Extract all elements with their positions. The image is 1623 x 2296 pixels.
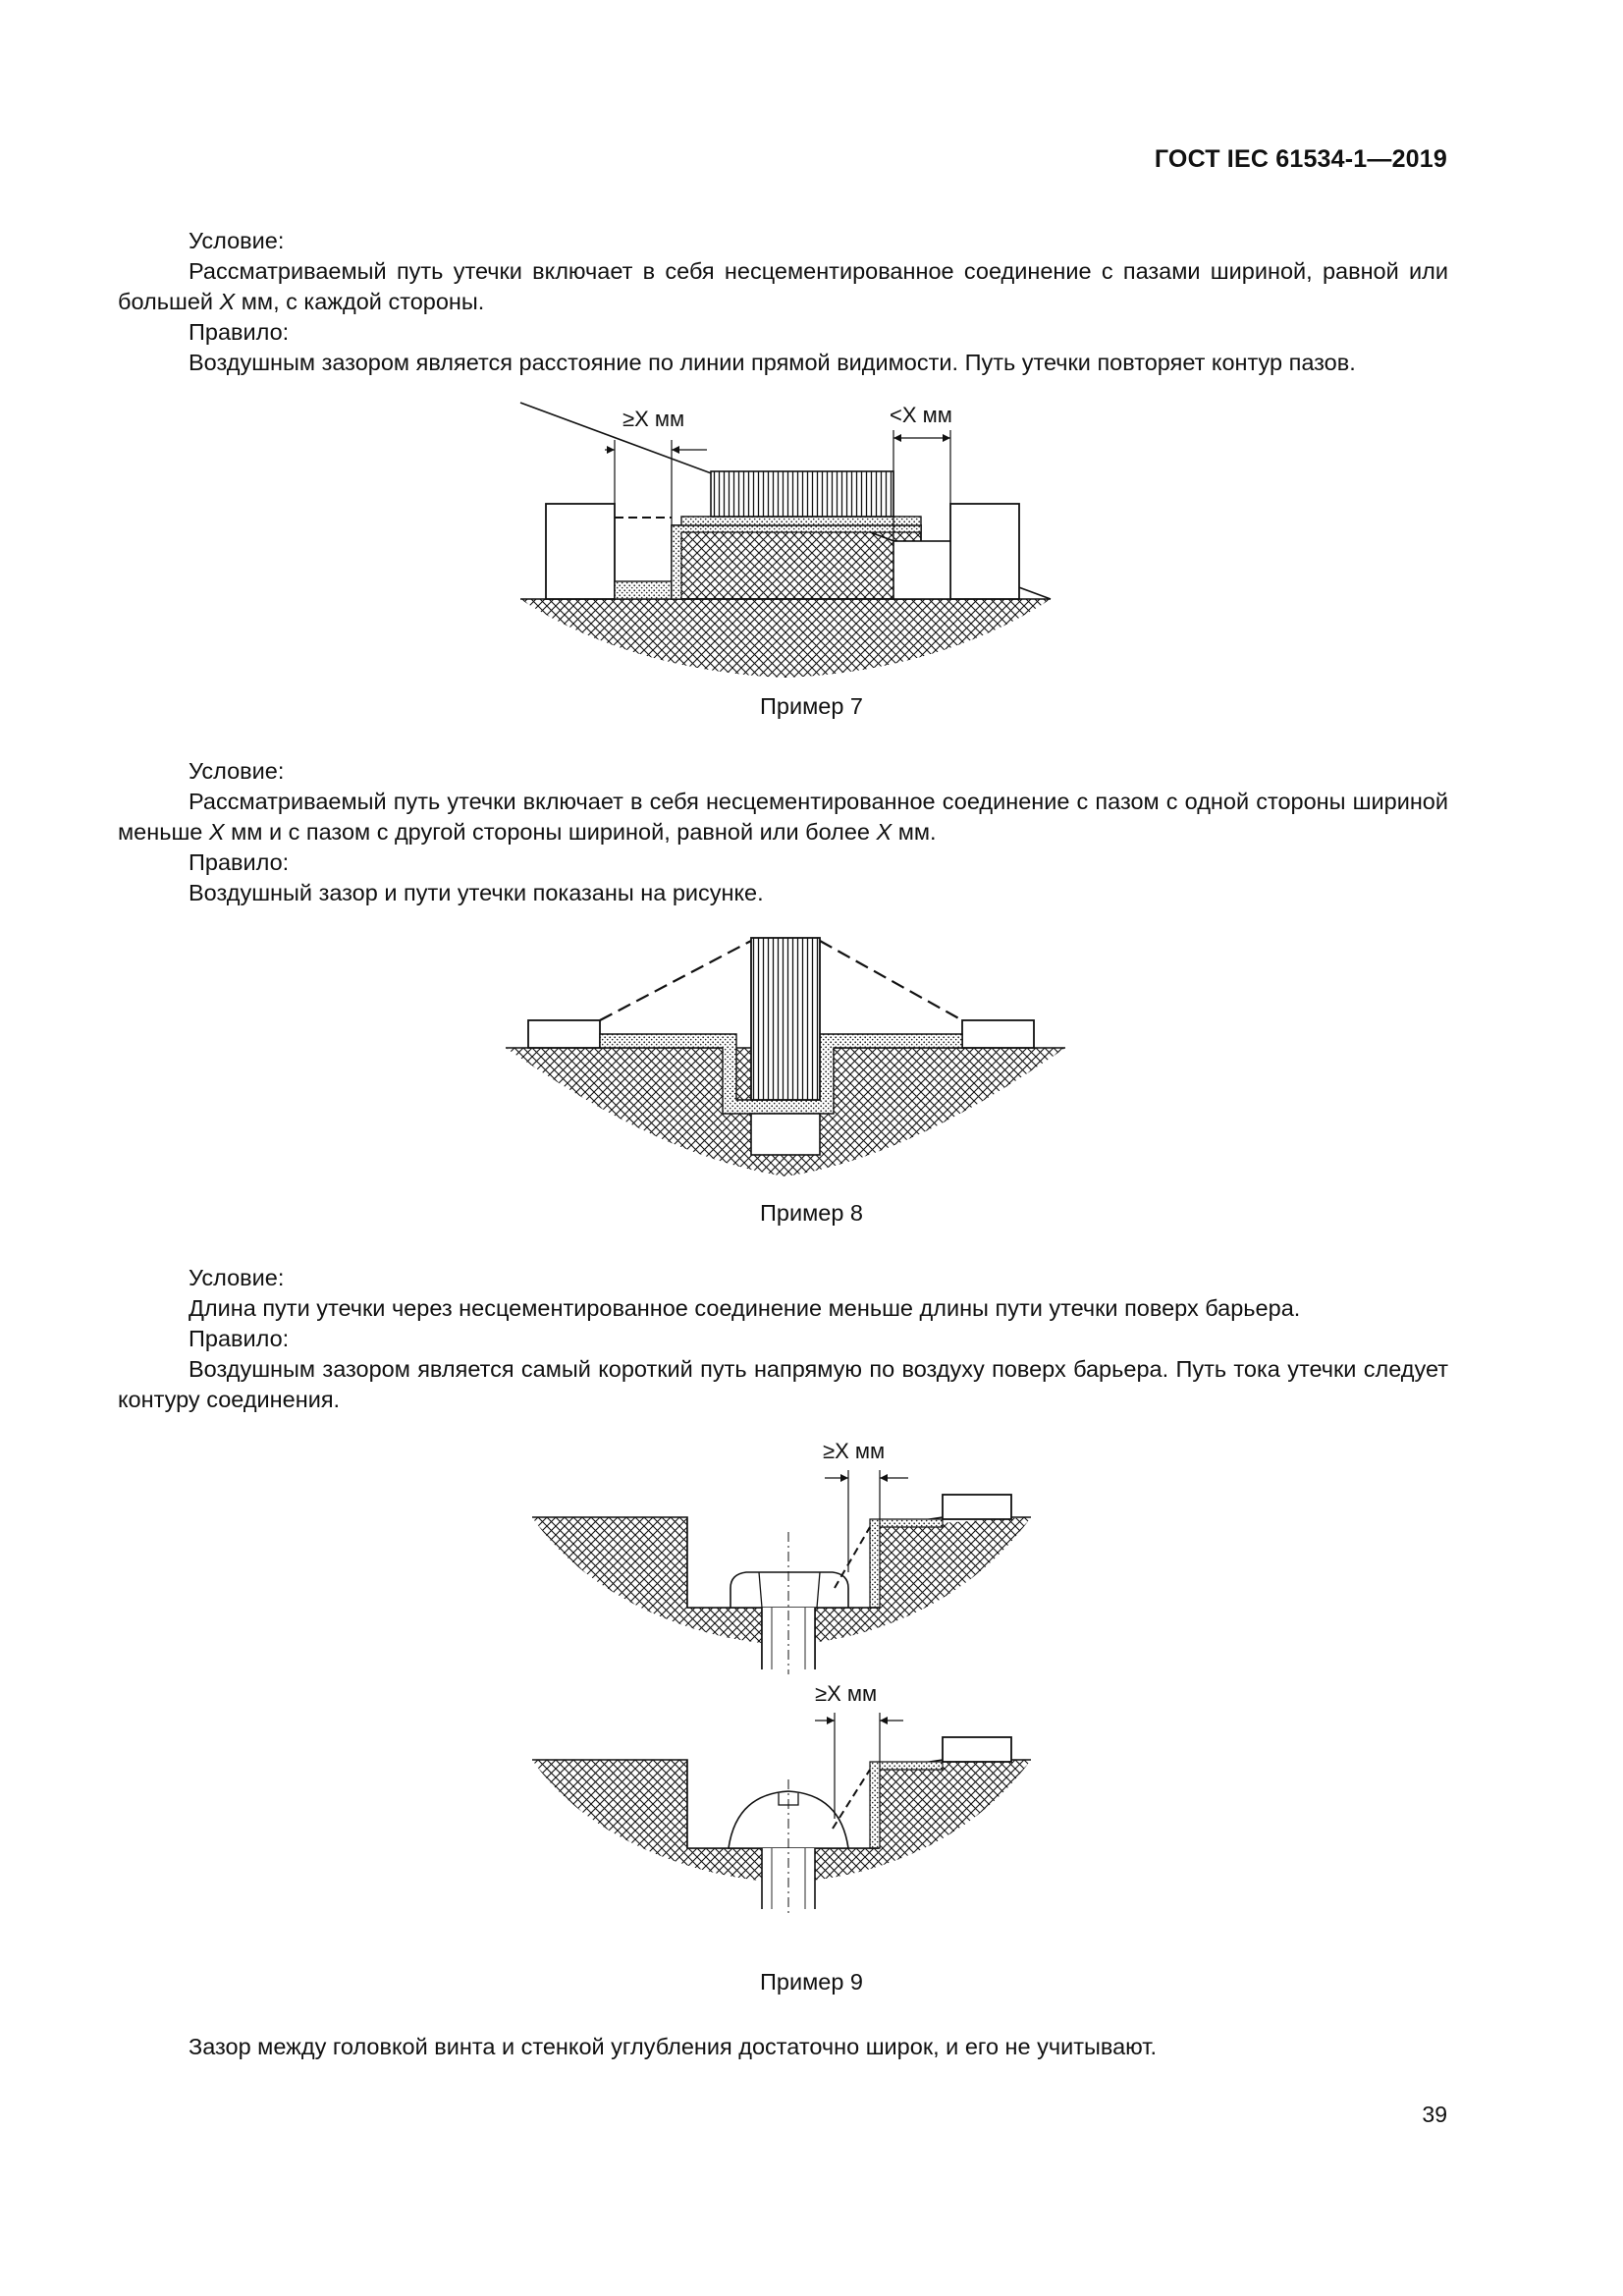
rule-text-1: Воздушным зазором является расстояние по линии прямой видимости. Путь утечки повторяет контур пазов. (189, 350, 1356, 375)
rule-label-3: Правило: (189, 1326, 290, 1351)
dim-label-bottom: ≥X мм (815, 1681, 878, 1706)
rule-label-2: Правило: (189, 849, 290, 875)
caption-example-7: Пример 7 (760, 693, 863, 719)
condition-label-2: Условие: (189, 758, 285, 784)
condition-text-3: Длина пути утечки через несцементированное соединение меньше длины пути утечки поверх барьера. (189, 1295, 1301, 1321)
figure-example-8 (506, 933, 1065, 1188)
condition-label-3: Условие: (189, 1265, 285, 1290)
rule-label-1: Правило: (189, 319, 290, 345)
dim-label-left: ≥X мм (622, 407, 685, 431)
note-text: Зазор между головкой винта и стенкой углубления достаточно широк, и его не учитывают. (189, 2034, 1157, 2059)
caption-example-9: Пример 9 (760, 1969, 863, 1995)
figure-example-7 (520, 403, 1051, 687)
rule-text-2: Воздушный зазор и пути утечки показаны на рисунке. (189, 880, 764, 905)
condition-text-1: Рассматриваемый путь утечки включает в себя несцементированное соединение с пазами шириной, равной или большей X мм, с каждой стороны. (118, 258, 1448, 314)
figure-example-9 (520, 1429, 1051, 1949)
condition-text-2: Рассматриваемый путь утечки включает в себя несцементированное соединение с пазом с одной стороны шириной меньше X мм и с пазом с другой стороны шириной, равной или более X мм. (118, 789, 1448, 845)
dim-label-right: <X мм (890, 403, 952, 427)
page-number: 39 (1422, 2102, 1447, 2127)
rule-text-3: Воздушным зазором является самый короткий путь напрямую по воздуху поверх барьера. Путь тока утечки следует контуру соединения. (118, 1356, 1448, 1412)
caption-example-8: Пример 8 (760, 1200, 863, 1226)
document-header: ГОСТ IEC 61534-1—2019 (1154, 145, 1447, 173)
condition-label-1: Условие: (189, 228, 285, 253)
dim-label-top: ≥X мм (823, 1439, 886, 1463)
